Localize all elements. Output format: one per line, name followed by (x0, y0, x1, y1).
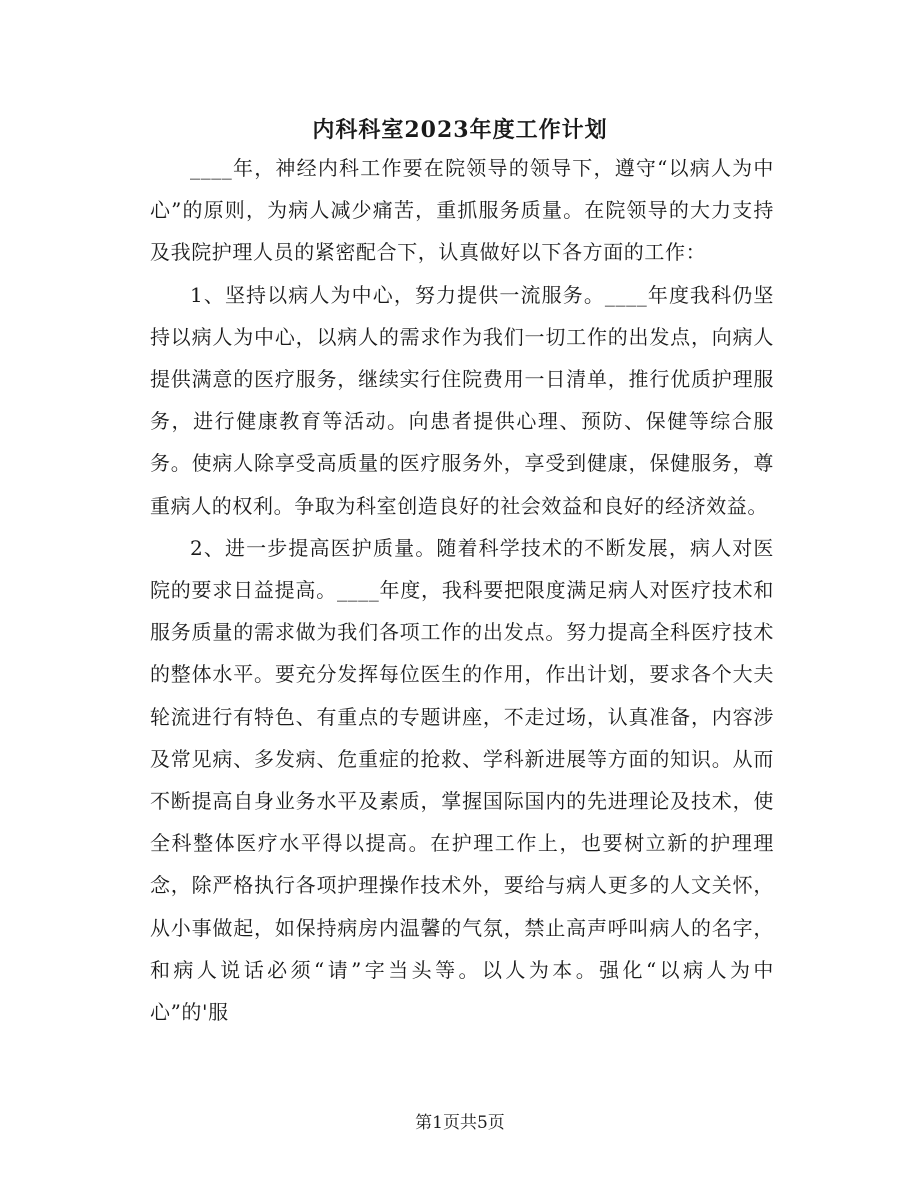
paragraph-intro: ____年，神经内科工作要在院领导的领导下，遵守“以病人为中心”的原则，为病人减少痛苦，重抓服务质量。在院领导的大力支持及我院护理人员的紧密配合下，认真做好以下各方面的工作： (150, 156, 774, 265)
paragraph-item-1: 1、坚持以病人为中心，努力提供一流服务。____年度我科仍坚持以病人为中心，以病人的需求作为我们一切工作的出发点，向病人提供满意的医疗服务，继续实行住院费用一日清单，推行优质护理服务，进行健康教育等活动。向患者提供心理、预防、保健等综合服务。使病人除享受高质量的医疗服务外，享受到健康，保健服务，尊重病人的权利。争取为科室创造良好的社会效益和良好的经济效益。 (150, 282, 774, 518)
document-body (150, 147, 774, 1033)
page-number: 第1页共5页 (415, 1113, 505, 1133)
paragraph-item-2: 2、进一步提高医护质量。随着科学技术的不断发展，病人对医院的要求日益提高。____年度，我科要把限度满足病人对医疗技术和服务质量的需求做为我们各项工作的出发点。努力提高全科医疗技术的整体水平。要充分发挥每位医生的作用，作出计划，要求各个大夫轮流进行有特色、有重点的专题讲座，不走过场，认真准备，内容涉及常见病、多发病、危重症的抢救、学科新进展等方面的知识。从而不断提高自身业务水平及素质，掌握国际国内的先进理论及技术，使全科整体医疗水平得以提高。在护理工作上，也要树立新的护理理念，除严格执行各项护理操作技术外，要给与病人更多的人文关怀，从小事做起，如保持病房内温馨的气氛，禁止高声呼叫病人的名字，和病人说话必须“请”字当头等。以人为本。强化“以病人为中心”的'服 (150, 535, 774, 1025)
document-title: 内科科室2023年度工作计划 (312, 117, 608, 143)
